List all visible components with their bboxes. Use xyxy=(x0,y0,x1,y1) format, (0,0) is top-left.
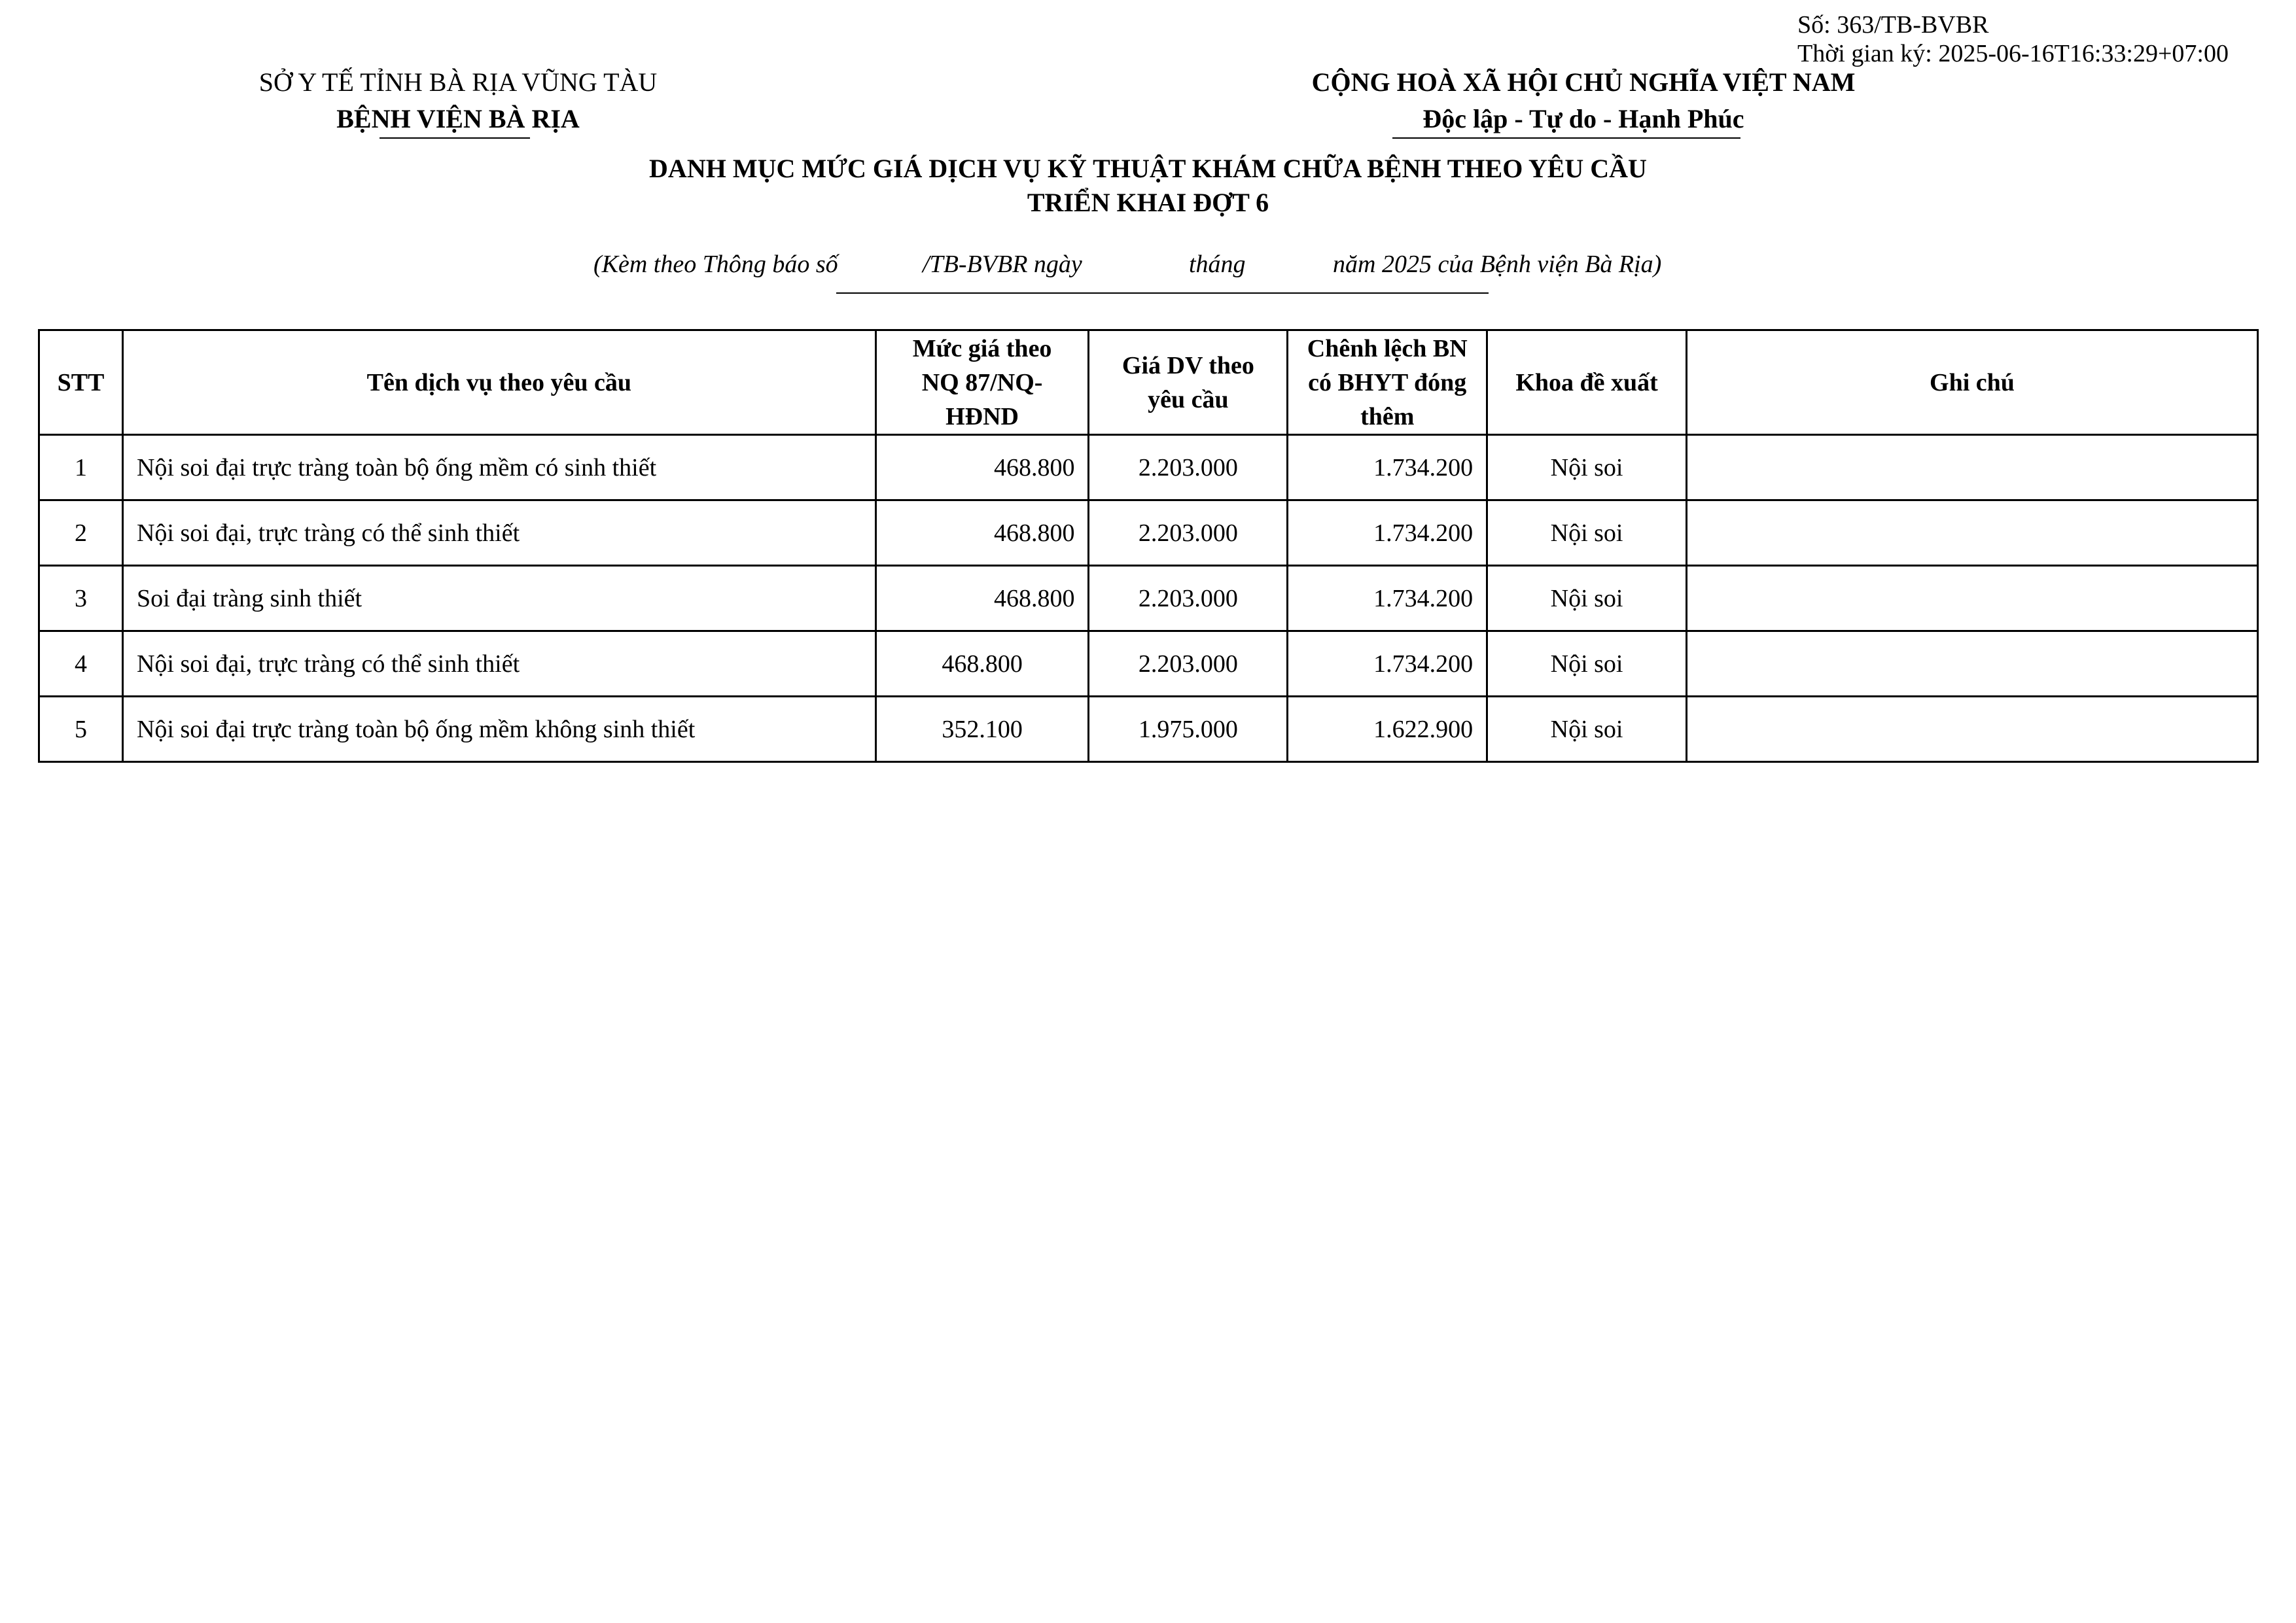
cell-price-nq: 468.800 xyxy=(875,566,1089,631)
cell-service-name: Nội soi đại, trực tràng có thể sinh thiết xyxy=(122,500,875,566)
header-price-dv xyxy=(1089,330,1288,435)
hospital-underline xyxy=(380,137,530,139)
country-name: CỘNG HOÀ XÃ HỘI CHỦ NGHĨA VIỆT NAM xyxy=(1311,67,1856,97)
cell-price-dv: 2.203.000 xyxy=(1089,435,1288,500)
table-row xyxy=(39,500,2258,566)
cell-department: Nội soi xyxy=(1487,435,1687,500)
subtitle-underline xyxy=(836,292,1489,294)
national-header xyxy=(1269,64,1898,137)
cell-department: Nội soi xyxy=(1487,697,1687,762)
issuing-organization xyxy=(236,64,680,137)
cell-note xyxy=(1686,566,2257,631)
header-price-dv-line-1: Giá DV theo xyxy=(1122,351,1254,379)
cell-difference: 1.734.200 xyxy=(1288,435,1487,500)
cell-stt: 4 xyxy=(39,631,123,697)
price-table xyxy=(38,329,2259,763)
subtitle-part-3: tháng xyxy=(1189,251,1246,278)
table-row xyxy=(39,631,2258,697)
cell-stt: 3 xyxy=(39,566,123,631)
cell-service-name: Soi đại tràng sinh thiết xyxy=(122,566,875,631)
title-line-2: TRIỂN KHAI ĐỢT 6 xyxy=(1027,188,1269,217)
cell-note xyxy=(1686,500,2257,566)
department-name: SỞ Y TẾ TỈNH BÀ RỊA VŨNG TÀU xyxy=(258,67,658,97)
header-note: Ghi chú xyxy=(1686,330,2257,435)
header-service-name: Tên dịch vụ theo yêu cầu xyxy=(122,330,875,435)
cell-stt: 2 xyxy=(39,500,123,566)
cell-service-name: Nội soi đại trực tràng toàn bộ ống mềm có sinh thiết xyxy=(122,435,875,500)
header-price-nq-line-2: NQ 87/NQ- xyxy=(921,368,1043,396)
cell-price-dv: 2.203.000 xyxy=(1089,631,1288,697)
cell-service-name: Nội soi đại trực tràng toàn bộ ống mềm không sinh thiết xyxy=(122,697,875,762)
cell-price-nq: 468.800 xyxy=(875,435,1089,500)
document-number: Số: 363/TB-BVBR xyxy=(1797,11,1989,39)
hospital-name: BỆNH VIỆN BÀ RỊA xyxy=(336,104,580,133)
document-title xyxy=(0,152,2296,220)
cell-stt: 1 xyxy=(39,435,123,500)
table-row xyxy=(39,435,2258,500)
subtitle-part-1: (Kèm theo Thông báo số xyxy=(593,251,838,278)
cell-price-nq: 352.100 xyxy=(875,697,1089,762)
header-difference xyxy=(1288,330,1487,435)
header-price-nq-line-1: Mức giá theo xyxy=(912,334,1052,362)
subtitle-part-2: /TB-BVBR ngày xyxy=(923,251,1082,278)
motto-underline xyxy=(1392,137,1740,139)
header-price-nq xyxy=(875,330,1089,435)
subtitle-part-4: năm 2025 của Bệnh viện Bà Rịa) xyxy=(1333,251,1662,278)
cell-department: Nội soi xyxy=(1487,631,1687,697)
cell-note xyxy=(1686,697,2257,762)
header-price-nq-line-3: HĐND xyxy=(945,402,1019,430)
signature-stamp xyxy=(1797,10,2229,68)
cell-price-dv: 1.975.000 xyxy=(1089,697,1288,762)
cell-note xyxy=(1686,435,2257,500)
table-header-row xyxy=(39,330,2258,435)
title-line-1: DANH MỤC MỨC GIÁ DỊCH VỤ KỸ THUẬT KHÁM CHỮA BỆNH THEO YÊU CẦU xyxy=(649,154,1647,183)
cell-difference: 1.622.900 xyxy=(1288,697,1487,762)
cell-difference: 1.734.200 xyxy=(1288,500,1487,566)
cell-difference: 1.734.200 xyxy=(1288,631,1487,697)
header-difference-line-3: thêm xyxy=(1360,402,1415,430)
header-price-dv-line-2: yêu cầu xyxy=(1148,385,1229,413)
table-row xyxy=(39,697,2258,762)
cell-stt: 5 xyxy=(39,697,123,762)
header-difference-line-2: có BHYT đóng xyxy=(1308,368,1467,396)
header-difference-line-1: Chênh lệch BN xyxy=(1307,334,1468,362)
cell-difference: 1.734.200 xyxy=(1288,566,1487,631)
cell-service-name: Nội soi đại, trực tràng có thể sinh thiết xyxy=(122,631,875,697)
national-motto: Độc lập - Tự do - Hạnh Phúc xyxy=(1422,104,1744,133)
table-row xyxy=(39,566,2258,631)
cell-price-dv: 2.203.000 xyxy=(1089,500,1288,566)
cell-note xyxy=(1686,631,2257,697)
cell-price-nq: 468.800 xyxy=(875,631,1089,697)
header-department: Khoa đề xuất xyxy=(1487,330,1687,435)
cell-price-nq: 468.800 xyxy=(875,500,1089,566)
cell-price-dv: 2.203.000 xyxy=(1089,566,1288,631)
cell-department: Nội soi xyxy=(1487,566,1687,631)
cell-department: Nội soi xyxy=(1487,500,1687,566)
signed-time: Thời gian ký: 2025-06-16T16:33:29+07:00 xyxy=(1797,40,2229,67)
header-stt: STT xyxy=(39,330,123,435)
